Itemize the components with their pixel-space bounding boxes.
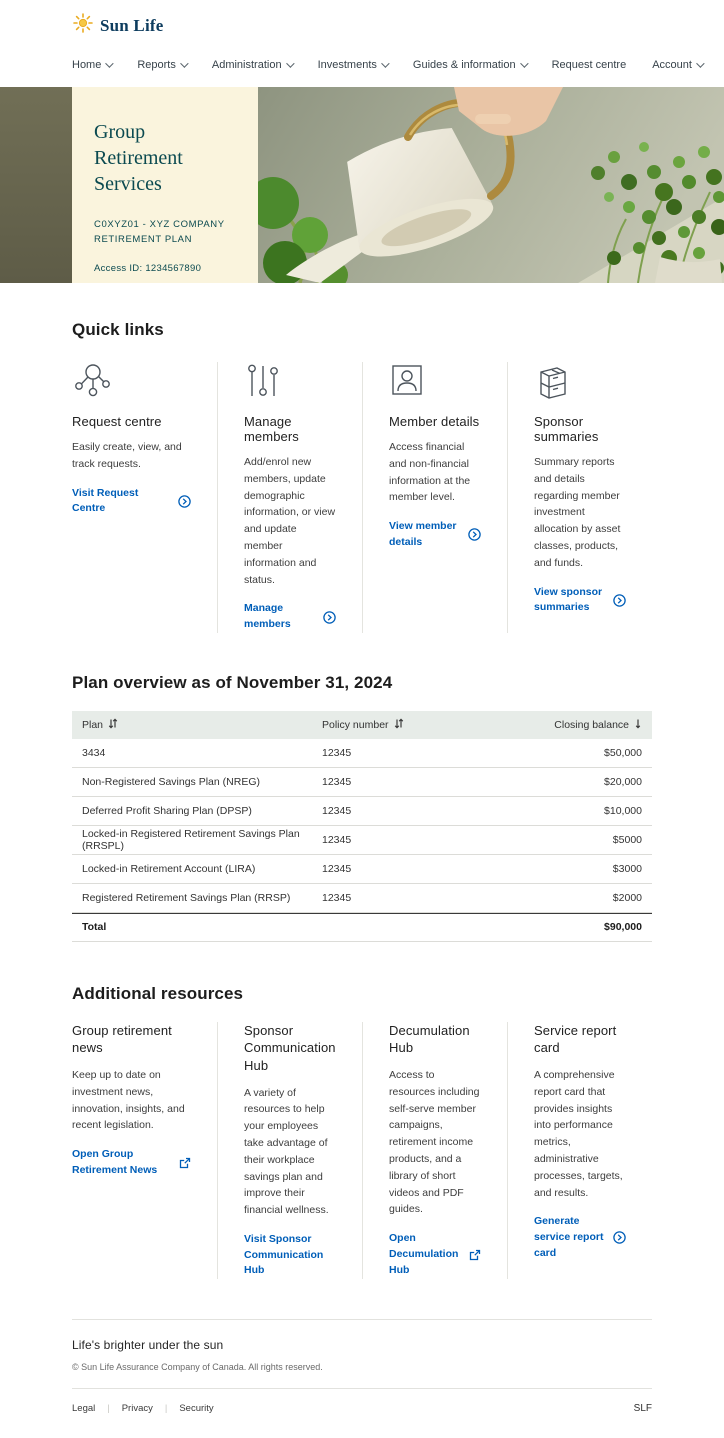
table-total-row — [72, 913, 652, 942]
footer-bottom-bar — [0, 1389, 724, 1438]
chevron-down-icon — [520, 59, 528, 67]
plan-code: C0XYZ01 - XYZ COMPANY RETIREMENT PLAN — [94, 219, 225, 246]
table-row — [72, 768, 652, 797]
column-header-closing-balance[interactable] — [492, 718, 652, 732]
policy-cell: 12345 — [322, 862, 352, 875]
sliders-icon — [244, 362, 336, 402]
balance-cell: $20,000 — [604, 775, 642, 788]
nav-item-administration[interactable] — [212, 59, 292, 71]
policy-cell: 12345 — [322, 891, 352, 904]
column-label: Closing balance — [554, 718, 629, 731]
policy-cell: 12345 — [322, 833, 352, 846]
link-label: Manage members — [244, 602, 291, 631]
link-label: Visit Request Centre — [72, 486, 139, 515]
chevron-down-icon — [286, 59, 294, 67]
plan-cell: Registered Retirement Savings Plan (RRSP) — [82, 891, 291, 904]
link-label: View sponsor summaries — [534, 585, 603, 614]
policy-cell: 12345 — [322, 775, 352, 788]
quick-link-card-member-details — [362, 362, 507, 633]
nav-label: Investments — [317, 59, 377, 71]
nav-label: Home — [72, 59, 102, 71]
footer-tagline: Life's brighter under the sun — [72, 1338, 224, 1353]
card-body: Access financial and non-financial information at the member level. — [389, 441, 471, 504]
view-sponsor-summaries-link[interactable] — [534, 585, 626, 617]
chevron-circle-icon — [613, 1231, 626, 1244]
hero-banner — [0, 87, 724, 283]
card-title: Member details — [389, 414, 480, 429]
plan-cell: Locked-in Registered Retirement Savings Plan (RRSPL) — [82, 827, 300, 852]
quick-link-card-sponsor-summaries — [507, 362, 652, 633]
page-title: Group Retirement Services — [94, 121, 183, 195]
balance-cell: $2000 — [612, 891, 642, 904]
plan-cell: 3434 — [82, 746, 106, 759]
card-title: Request centre — [72, 414, 162, 429]
policy-cell: 12345 — [322, 746, 352, 759]
hero-text-panel — [72, 87, 258, 283]
stacked-boxes-icon — [534, 362, 626, 402]
card-title: Service report card — [534, 1022, 617, 1056]
resources-grid — [72, 1022, 652, 1279]
resource-card-group-retirement-news — [72, 1022, 217, 1279]
member-profile-icon — [389, 362, 481, 402]
generate-service-report-card-link[interactable] — [534, 1214, 626, 1261]
chevron-circle-icon — [468, 528, 481, 541]
chevron-circle-icon — [613, 594, 626, 607]
table-header-row — [72, 711, 652, 739]
nav-label: Guides & information — [412, 59, 516, 71]
external-link-icon — [469, 1249, 481, 1261]
link-label: Open Group Retirement News — [72, 1148, 158, 1176]
hero-photo-left-strip — [0, 87, 72, 283]
plan-overview-section — [0, 673, 724, 942]
link-label: Visit Sponsor Communication Hub — [244, 1232, 324, 1277]
nav-item-investments[interactable] — [318, 59, 387, 71]
link-label: Generate service report card — [534, 1215, 604, 1259]
table-row — [72, 826, 652, 855]
resource-card-decumulation-hub — [362, 1022, 507, 1279]
quick-links-section — [0, 320, 724, 633]
card-body: Summary reports and details regarding member investment allocation by asset classes, products, and funds. — [534, 456, 621, 569]
nav-item-guides-information[interactable] — [413, 59, 526, 71]
table-body — [72, 739, 652, 942]
sunlife-logo[interactable] — [72, 12, 163, 39]
table-row — [72, 884, 652, 913]
nav-item-request-centre[interactable] — [552, 59, 627, 71]
link-label: View member details — [389, 520, 457, 548]
column-label: Plan — [82, 718, 104, 731]
resource-card-sponsor-communication-hub — [217, 1022, 362, 1279]
visit-request-centre-link[interactable] — [72, 486, 191, 518]
additional-resources-heading: Additional resources — [72, 983, 244, 1003]
column-header-policy-number[interactable] — [312, 718, 492, 732]
footer-ticker-slf: SLF — [633, 1403, 652, 1415]
main-navigation — [0, 45, 724, 87]
chevron-down-icon — [381, 59, 389, 67]
footer — [0, 1319, 724, 1438]
nav-label: Administration — [211, 59, 282, 71]
quick-link-card-manage-members — [217, 362, 362, 633]
sort-both-icon — [394, 718, 404, 732]
table-row — [72, 739, 652, 768]
network-hub-icon — [72, 362, 191, 402]
nav-item-home[interactable] — [72, 59, 111, 71]
chevron-circle-icon — [323, 611, 336, 624]
link-label: Open Decumulation Hub — [389, 1232, 459, 1276]
plan-cell: Non-Registered Savings Plan (NREG) — [82, 775, 260, 788]
chevron-down-icon — [180, 59, 188, 67]
access-id: Access ID: 1234567890 — [94, 263, 202, 275]
additional-resources-section — [0, 984, 724, 1279]
footer-link-privacy[interactable]: Privacy — [121, 1403, 153, 1415]
column-header-plan[interactable] — [72, 718, 312, 732]
hero-photo-watering-can — [258, 87, 724, 283]
footer-link-security[interactable]: Security — [179, 1403, 214, 1415]
card-body: Access to resources including self-serve member campaigns, retirement income products, and a library of short videos and PDF guides. — [389, 1068, 480, 1216]
quick-links-grid — [72, 362, 652, 633]
policy-cell: 12345 — [322, 804, 352, 817]
card-body: A variety of resources to help your employees take advantage of their workplace savings plan and improve their financial wellness. — [244, 1086, 329, 1217]
plan-cell: Deferred Profit Sharing Plan (DPSP) — [82, 804, 252, 817]
table-row — [72, 797, 652, 826]
balance-cell: $50,000 — [604, 746, 642, 759]
footer-copyright: © Sun Life Assurance Company of Canada. All rights reserved. — [72, 1362, 323, 1373]
card-title: Sponsor Communication Hub — [244, 1022, 336, 1073]
card-title: Sponsor summaries — [534, 414, 599, 444]
balance-cell: $10,000 — [604, 804, 642, 817]
manage-members-link[interactable] — [244, 601, 336, 633]
plan-overview-table — [72, 711, 652, 942]
sort-both-icon — [108, 718, 118, 732]
card-body: A comprehensive report card that provides insights into performance metrics, administrative processes, targets, and results. — [534, 1068, 623, 1199]
account-menu[interactable] — [652, 59, 702, 71]
footer-link-legal[interactable]: Legal — [72, 1403, 96, 1415]
column-label: Policy number — [322, 718, 389, 731]
chevron-down-icon — [106, 59, 114, 67]
plan-cell: Locked-in Retirement Account (LIRA) — [82, 862, 256, 875]
sun-logo-icon — [72, 12, 94, 39]
resource-card-service-report-card — [507, 1022, 652, 1279]
open-decumulation-hub-link[interactable] — [389, 1231, 481, 1278]
card-title: Decumulation Hub — [389, 1022, 470, 1056]
logo-wordmark: Sun Life — [100, 15, 164, 35]
account-label: Account — [652, 59, 692, 71]
plan-overview-heading: Plan overview as of November 31, 2024 — [72, 672, 393, 692]
external-link-icon — [179, 1157, 191, 1169]
card-body: Keep up to date on investment news, innovation, insights, and recent legislation. — [72, 1068, 185, 1132]
nav-label: Request centre — [551, 59, 627, 71]
balance-cell: $3000 — [612, 862, 642, 875]
card-body: Add/enrol new members, update demographic information, or view and update member information and status. — [244, 456, 336, 586]
balance-cell: $5000 — [612, 833, 642, 846]
total-value: $90,000 — [604, 921, 642, 934]
top-header — [0, 0, 724, 45]
card-title: Group retirement news — [72, 1022, 172, 1056]
quick-link-card-request-centre — [72, 362, 217, 633]
card-body: Easily create, view, and track requests. — [72, 441, 182, 470]
separator: | — [164, 1403, 168, 1415]
nav-item-reports[interactable] — [137, 59, 186, 71]
view-member-details-link[interactable] — [389, 519, 481, 551]
table-row — [72, 855, 652, 884]
nav-label: Reports — [137, 59, 176, 71]
chevron-down-icon — [696, 59, 704, 67]
separator: | — [107, 1403, 110, 1415]
chevron-circle-icon — [178, 495, 191, 508]
sort-desc-icon — [634, 718, 642, 732]
total-label: Total — [82, 921, 107, 934]
open-group-retirement-news-link[interactable] — [72, 1147, 191, 1179]
quick-links-heading: Quick links — [72, 320, 164, 339]
visit-sponsor-communication-hub-link[interactable] — [244, 1232, 336, 1279]
card-title: Manage members — [244, 414, 299, 444]
